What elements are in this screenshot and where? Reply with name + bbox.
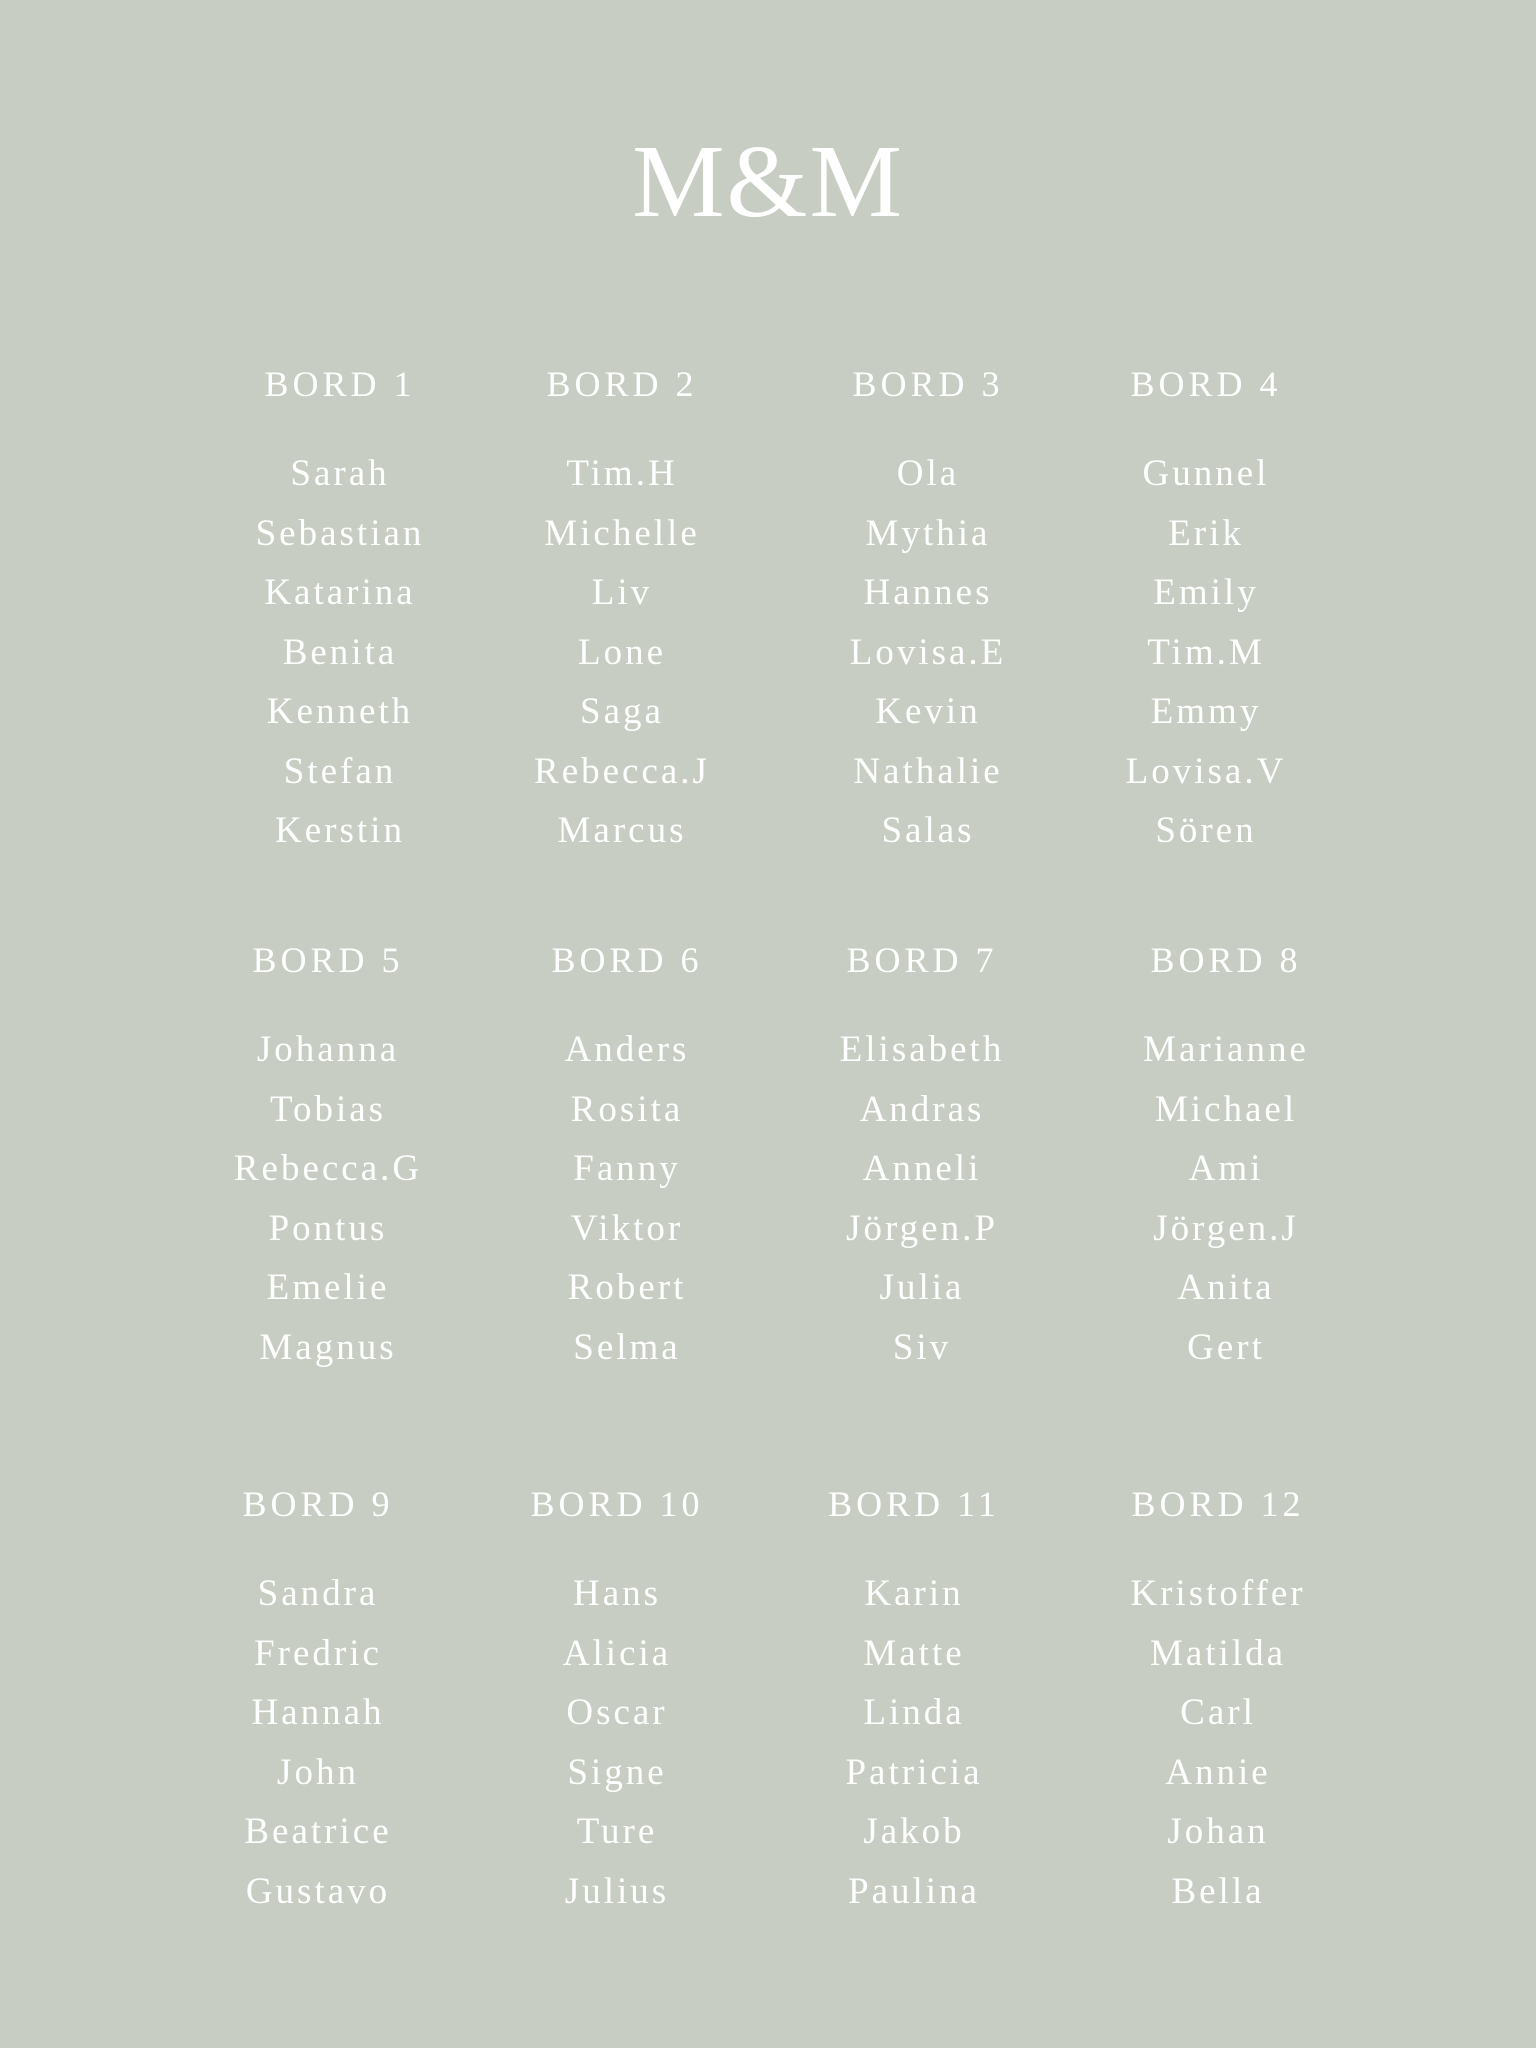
guest-name: Erik — [1168, 512, 1244, 554]
guest-name: Johan — [1167, 1811, 1269, 1852]
table-10 — [477, 1486, 757, 1921]
table-title: BORD 11 — [828, 1484, 1000, 1524]
guest-name: Alicia — [562, 1632, 672, 1674]
guest-name: Anders — [564, 1029, 690, 1070]
guest-name: Hannah — [251, 1692, 385, 1733]
guest-name: Selma — [573, 1326, 681, 1368]
guest-name: Sören — [1155, 810, 1257, 851]
guest-name: Michelle — [544, 512, 700, 554]
guest-name: Emmy — [1150, 691, 1262, 732]
table-title: BORD 4 — [1130, 364, 1282, 404]
guest-name: Marianne — [1143, 1029, 1309, 1070]
guest-name: Tobias — [269, 1088, 387, 1130]
table-3 — [788, 366, 1068, 861]
guest-name: Matte — [863, 1632, 965, 1674]
guest-name: Jakob — [863, 1811, 965, 1852]
guest-name: John — [277, 1751, 359, 1793]
guest-name: Julia — [879, 1267, 965, 1308]
guest-name: Benita — [282, 631, 398, 673]
guest-name: Gert — [1187, 1326, 1265, 1368]
guest-name: Salas — [881, 810, 975, 851]
monogram-title: M&M — [632, 124, 904, 239]
table-5 — [188, 942, 468, 1377]
guest-name: Elisabeth — [839, 1029, 1005, 1070]
guest-name: Linda — [863, 1692, 965, 1733]
guest-name: Marcus — [557, 810, 687, 851]
guest-name: Mythia — [865, 512, 991, 554]
guest-name: Bella — [1171, 1870, 1265, 1912]
guest-name: Jörgen.J — [1153, 1207, 1299, 1249]
guest-name: Fanny — [573, 1148, 681, 1189]
table-9 — [178, 1486, 458, 1921]
guest-name: Julius — [564, 1870, 670, 1912]
guest-name: Michael — [1154, 1088, 1298, 1130]
table-4 — [1066, 366, 1346, 861]
guest-list — [1086, 1020, 1366, 1377]
guest-name: Robert — [567, 1267, 687, 1308]
guest-name: Gunnel — [1142, 453, 1270, 494]
table-title: BORD 3 — [852, 364, 1004, 404]
guest-name: Rebecca.J — [534, 750, 710, 792]
table-title: BORD 5 — [252, 940, 404, 980]
guest-list — [1078, 1564, 1358, 1921]
guest-name: Rebecca.G — [233, 1148, 423, 1189]
guest-name: Carl — [1180, 1692, 1256, 1733]
guest-name: Lovisa.E — [849, 631, 1007, 673]
guest-list — [487, 1020, 767, 1377]
table-6 — [487, 942, 767, 1377]
guest-name: Tim.M — [1147, 631, 1265, 673]
table-title: BORD 1 — [264, 364, 416, 404]
table-2 — [482, 366, 762, 861]
guest-name: Sebastian — [255, 512, 425, 554]
guest-name: Rosita — [570, 1088, 684, 1130]
table-12 — [1078, 1486, 1358, 1921]
table-7 — [782, 942, 1062, 1377]
guest-list — [477, 1564, 757, 1921]
guest-name: Ture — [576, 1811, 658, 1852]
guest-name: Lovisa.V — [1125, 750, 1287, 792]
guest-name: Nathalie — [853, 750, 1003, 792]
guest-name: Andras — [859, 1088, 985, 1130]
guest-name: Pontus — [268, 1207, 388, 1249]
guest-list — [200, 444, 480, 861]
guest-name: Sandra — [257, 1573, 379, 1614]
guest-name: Hannes — [863, 572, 993, 613]
guest-name: Kerstin — [275, 810, 405, 851]
guest-name: Johanna — [256, 1029, 400, 1070]
guest-list — [178, 1564, 458, 1921]
guest-name: Ola — [896, 453, 960, 494]
guest-name: Karin — [864, 1573, 964, 1614]
guest-name: Anita — [1177, 1267, 1275, 1308]
table-title: BORD 8 — [1150, 940, 1302, 980]
guest-list — [782, 1020, 1062, 1377]
guest-list — [774, 1564, 1054, 1921]
table-title: BORD 2 — [546, 364, 698, 404]
guest-name: Ami — [1188, 1148, 1264, 1189]
guest-name: Sarah — [290, 453, 390, 494]
table-1 — [200, 366, 480, 861]
guest-list — [788, 444, 1068, 861]
guest-name: Katarina — [264, 572, 416, 613]
guest-name: Anneli — [862, 1148, 982, 1189]
guest-name: Saga — [580, 691, 664, 732]
guest-name: Annie — [1165, 1751, 1271, 1793]
guest-list — [482, 444, 762, 861]
table-8 — [1086, 942, 1366, 1377]
table-11 — [774, 1486, 1054, 1921]
guest-name: Kenneth — [266, 691, 414, 732]
table-title: BORD 9 — [242, 1484, 394, 1524]
guest-name: Kevin — [875, 691, 981, 732]
guest-name: Emelie — [266, 1267, 390, 1308]
guest-name: Oscar — [566, 1692, 668, 1733]
guest-name: Tim.H — [566, 453, 678, 494]
guest-name: Stefan — [283, 750, 397, 792]
guest-list — [188, 1020, 468, 1377]
guest-name: Jörgen.P — [846, 1207, 998, 1249]
table-title: BORD 6 — [551, 940, 703, 980]
guest-name: Emily — [1153, 572, 1259, 613]
guest-name: Paulina — [848, 1870, 980, 1912]
guest-name: Matilda — [1149, 1632, 1287, 1674]
guest-name: Liv — [591, 572, 653, 613]
table-title: BORD 12 — [1131, 1484, 1305, 1524]
guest-name: Hans — [572, 1573, 662, 1614]
table-title: BORD 10 — [530, 1484, 704, 1524]
guest-name: Beatrice — [244, 1811, 392, 1852]
guest-name: Fredric — [254, 1632, 382, 1674]
table-title: BORD 7 — [846, 940, 998, 980]
guest-name: Viktor — [570, 1207, 684, 1249]
guest-name: Lone — [577, 631, 667, 673]
guest-name: Siv — [892, 1326, 952, 1368]
guest-name: Gustavo — [245, 1870, 391, 1912]
guest-name: Magnus — [259, 1326, 397, 1368]
guest-name: Signe — [567, 1751, 667, 1793]
guest-name: Kristoffer — [1130, 1573, 1306, 1614]
guest-list — [1066, 444, 1346, 861]
guest-name: Patricia — [845, 1751, 983, 1793]
